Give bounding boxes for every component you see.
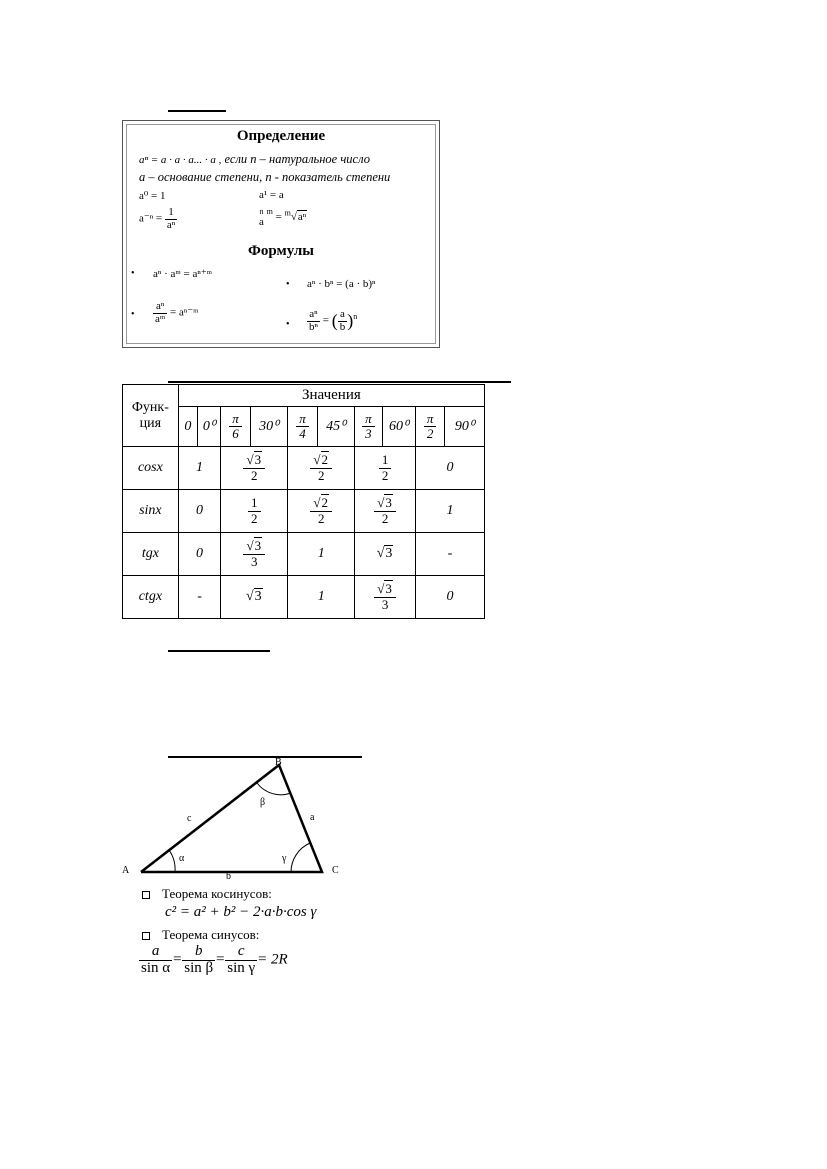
root-index: m bbox=[284, 208, 291, 218]
f4-num: aⁿ bbox=[307, 309, 320, 322]
formula-quotient bbox=[153, 301, 199, 325]
angle-deg-1: 30⁰ bbox=[250, 407, 288, 447]
value-cell: $\frac{1}{2}$ bbox=[355, 447, 416, 490]
a-negative-num: 1 bbox=[165, 207, 177, 220]
definition-line-2: a – основание степени, n - показатель степени bbox=[139, 170, 391, 184]
bullet-4: • bbox=[286, 319, 290, 330]
heading-underline-3 bbox=[168, 650, 270, 652]
value-cell: 0 bbox=[415, 447, 484, 490]
value-cell: 0 bbox=[415, 576, 484, 619]
value-cell: - bbox=[415, 533, 484, 576]
function-name: tgx bbox=[123, 533, 179, 576]
formula-product: aⁿ · aᵐ = aⁿ⁺ᵐ bbox=[153, 268, 213, 280]
f4-den: bⁿ bbox=[309, 320, 318, 333]
value-cell: - bbox=[178, 576, 221, 619]
triangle-shape bbox=[141, 765, 322, 872]
rad2-den: 4 bbox=[299, 426, 306, 441]
value-cell: 0 bbox=[178, 490, 221, 533]
angle-deg-4: 90⁰ bbox=[445, 407, 485, 447]
root-body: aⁿ bbox=[297, 211, 307, 224]
value-cell: 0 bbox=[178, 533, 221, 576]
rad3-den: 3 bbox=[365, 426, 372, 441]
definition-title: Определение bbox=[236, 128, 326, 144]
angle-gamma: γ bbox=[282, 853, 287, 864]
sin-theorem-formula bbox=[139, 944, 288, 977]
f4-inner-den: b bbox=[339, 320, 346, 333]
cos-theorem-title bbox=[142, 886, 272, 902]
value-cell: 1 bbox=[415, 490, 484, 533]
f2-den: aᵐ bbox=[155, 312, 166, 325]
sin-theorem-title bbox=[142, 927, 259, 943]
vertex-b: B bbox=[275, 757, 282, 768]
value-cell: $\frac{√2}{2}$ bbox=[288, 447, 355, 490]
table-row bbox=[123, 576, 485, 619]
f4-exp: n bbox=[353, 311, 358, 321]
heading-underline-2 bbox=[168, 381, 511, 383]
afrac-num: n bbox=[259, 207, 264, 216]
bullet-3: • bbox=[286, 279, 290, 290]
afrac-den: a bbox=[259, 216, 264, 228]
side-b: b bbox=[226, 871, 231, 882]
value-cell: √3 bbox=[221, 576, 288, 619]
angle-rad-2 bbox=[288, 407, 317, 447]
formula-power-quotient: $\frac{\text{aⁿ}}{\text{bⁿ}}$ = ( $\frac{a}{b}$ )$^n$ bbox=[309, 308, 358, 333]
function-col-header: Функ-ция bbox=[123, 385, 179, 447]
checkbox-bullet-icon bbox=[142, 891, 150, 899]
f4-inner-num: a bbox=[338, 309, 348, 322]
value-cell: $\frac{√3}{2}$ bbox=[355, 490, 416, 533]
value-cell: $\frac{√3}{3}$ bbox=[355, 576, 416, 619]
angle-rad-1 bbox=[221, 407, 250, 447]
sin-gamma: sin γ bbox=[227, 959, 256, 976]
rad4-den: 2 bbox=[426, 426, 434, 441]
angle-deg-0: 0⁰ bbox=[198, 407, 221, 447]
formula-power-product: aⁿ · bⁿ = (a · b)ⁿ bbox=[307, 278, 376, 290]
value-cell: $\frac{1}{2}$ bbox=[221, 490, 288, 533]
power-formula: aⁿ = a · a · a... · a , bbox=[139, 154, 222, 166]
value-cell: 1 bbox=[288, 576, 355, 619]
rad2-num: π bbox=[296, 412, 309, 427]
table-row bbox=[123, 533, 485, 576]
sin-b: b bbox=[182, 944, 215, 961]
sin-rhs: = 2R bbox=[257, 951, 288, 968]
angle-rad-3 bbox=[355, 407, 382, 447]
a-negative-den: aⁿ bbox=[166, 218, 176, 231]
rad3-num: π bbox=[362, 412, 375, 427]
a-zero: a⁰ = 1 bbox=[139, 190, 166, 202]
heading-underline-1 bbox=[168, 110, 226, 112]
angle-deg-3: 60⁰ bbox=[382, 407, 415, 447]
f2-rhs: = aⁿ⁻ᵐ bbox=[170, 306, 199, 319]
triangle-diagram bbox=[115, 755, 375, 880]
angle-deg-2: 45⁰ bbox=[317, 407, 355, 447]
table-row bbox=[123, 490, 485, 533]
side-a: a bbox=[310, 812, 315, 823]
bullet-1: • bbox=[131, 268, 135, 279]
angle-alpha: α bbox=[179, 853, 185, 864]
a-negative-lhs: a⁻ⁿ = bbox=[139, 212, 163, 225]
f2-num: aⁿ bbox=[153, 301, 167, 314]
afrac-eq: = bbox=[275, 211, 285, 224]
rad1-num: π bbox=[229, 412, 242, 427]
values-header: Значения bbox=[178, 385, 484, 407]
trig-table bbox=[122, 384, 485, 619]
sin-a: a bbox=[139, 944, 172, 961]
sin-beta: sin β bbox=[184, 959, 214, 976]
a-fractional: n a $^m$ = $^m$√aⁿ bbox=[259, 207, 307, 228]
angle-beta: β bbox=[260, 797, 266, 808]
function-name: sinx bbox=[123, 490, 179, 533]
a-one: a¹ = a bbox=[259, 189, 284, 201]
sin-alpha: sin α bbox=[141, 959, 171, 976]
vertex-a: A bbox=[122, 865, 130, 876]
sin-theorem-label: Теорема синусов: bbox=[162, 927, 260, 942]
vertex-c: C bbox=[332, 865, 339, 876]
value-cell: $\frac{√3}{3}$ bbox=[221, 533, 288, 576]
value-cell: √3 bbox=[355, 533, 416, 576]
value-cell: 1 bbox=[288, 533, 355, 576]
definition-line-1 bbox=[139, 152, 370, 167]
formulas-title: Формулы bbox=[248, 243, 314, 259]
angle-rad-0: 0 bbox=[178, 407, 197, 447]
rad4-num: π bbox=[424, 412, 437, 427]
sin-c: c bbox=[225, 944, 257, 961]
side-c: c bbox=[187, 813, 192, 824]
rad1-den: 6 bbox=[232, 426, 239, 441]
gamma-arc bbox=[291, 843, 310, 872]
a-negative bbox=[139, 207, 177, 231]
function-name: ctgx bbox=[123, 576, 179, 619]
value-cell: $\frac{√2}{2}$ bbox=[288, 490, 355, 533]
checkbox-bullet-icon bbox=[142, 932, 150, 940]
bullet-2: • bbox=[131, 309, 135, 320]
value-cell: 1 bbox=[178, 447, 221, 490]
angle-rad-4 bbox=[415, 407, 444, 447]
eq-1: = bbox=[172, 951, 183, 968]
table-row bbox=[123, 447, 485, 490]
function-name: cosx bbox=[123, 447, 179, 490]
natural-number-note: если n – натуральное число bbox=[224, 152, 370, 166]
cos-theorem-formula: c² = a² + b² − 2·a·b·cos γ bbox=[165, 904, 317, 920]
eq-2: = bbox=[215, 951, 226, 968]
cos-theorem-label: Теорема косинусов: bbox=[162, 886, 272, 901]
powers-box bbox=[122, 120, 440, 348]
alpha-arc bbox=[169, 850, 175, 872]
value-cell: $\frac{√3}{2}$ bbox=[221, 447, 288, 490]
